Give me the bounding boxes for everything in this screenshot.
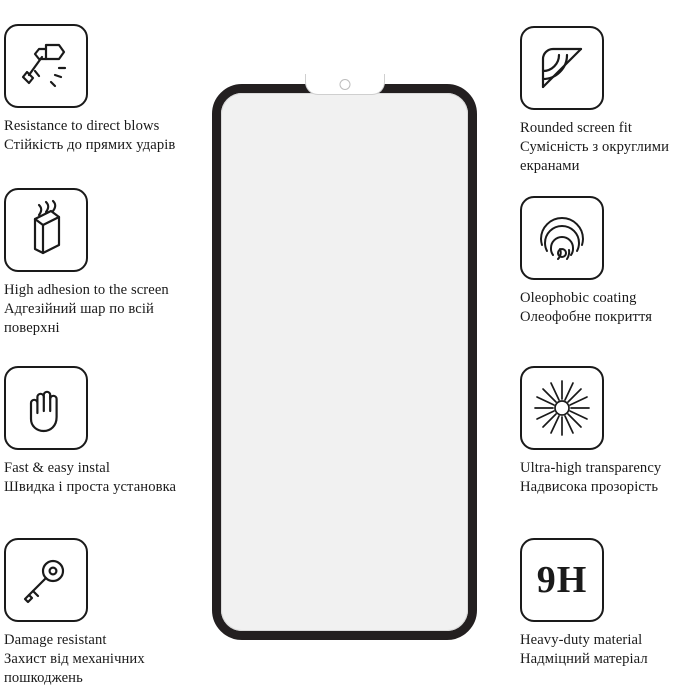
- feature-oleophobic-coating: [520, 196, 700, 327]
- feature-caption: [4, 117, 209, 155]
- rounded-corner-icon: [520, 26, 604, 110]
- features-column-right: [520, 0, 700, 700]
- sparkle-transparency-icon: [520, 366, 604, 450]
- caption-en: Ultra-high transparency: [520, 460, 662, 476]
- hammer-impact-icon: [4, 24, 88, 108]
- feature-caption: [4, 459, 209, 497]
- caption-uk: Сумісність з округлими екранами: [520, 138, 670, 174]
- caption-uk: Адгезійний шар по всій поверхні: [4, 300, 154, 336]
- phone-screen: [221, 93, 468, 631]
- feature-heavy-duty-material: [520, 538, 700, 669]
- phone-notch: [305, 74, 385, 95]
- adhesion-layer-icon: [4, 188, 88, 272]
- phone-mockup: [212, 84, 477, 640]
- caption-uk: Стійкість до прямих ударів: [4, 136, 176, 153]
- caption-en: Heavy-duty material: [520, 632, 643, 648]
- feature-fast-easy-install: [4, 366, 209, 497]
- phone-frame: [212, 84, 477, 640]
- caption-uk: Надвисока прозорість: [520, 478, 659, 495]
- caption-en: Resistance to direct blows: [4, 118, 160, 134]
- caption-en: Fast & easy instal: [4, 460, 110, 476]
- feature-high-adhesion: [4, 188, 209, 338]
- caption-en: High adhesion to the screen: [4, 282, 169, 298]
- feature-resistance-to-direct-blows: [4, 24, 209, 155]
- caption-uk: Швидка і проста установка: [4, 478, 177, 495]
- caption-uk: Надміцний матеріал: [520, 650, 648, 667]
- feature-caption: [4, 631, 209, 688]
- feature-caption: [520, 119, 700, 176]
- feature-caption: [520, 289, 700, 327]
- caption-en: Oleophobic coating: [520, 290, 637, 306]
- features-column-left: [4, 0, 209, 700]
- feature-damage-resistant: [4, 538, 209, 688]
- hardness-badge-label: 9H: [536, 559, 588, 601]
- caption-uk: Захист від механічних пошкоджень: [4, 650, 145, 686]
- feature-caption: [520, 459, 700, 497]
- feature-rounded-screen-fit: [520, 26, 700, 176]
- caption-uk: Олеофобне покриття: [520, 308, 653, 325]
- caption-en: Rounded screen fit: [520, 120, 633, 136]
- fingerprint-icon: [520, 196, 604, 280]
- hand-palm-icon: [4, 366, 88, 450]
- key-lock-icon: [4, 538, 88, 622]
- feature-caption: [4, 281, 209, 338]
- feature-ultra-high-transparency: [520, 366, 700, 497]
- feature-caption: [520, 631, 700, 669]
- front-camera-icon: [339, 79, 350, 90]
- caption-en: Damage resistant: [4, 632, 107, 648]
- hardness-9h-icon: [520, 538, 604, 622]
